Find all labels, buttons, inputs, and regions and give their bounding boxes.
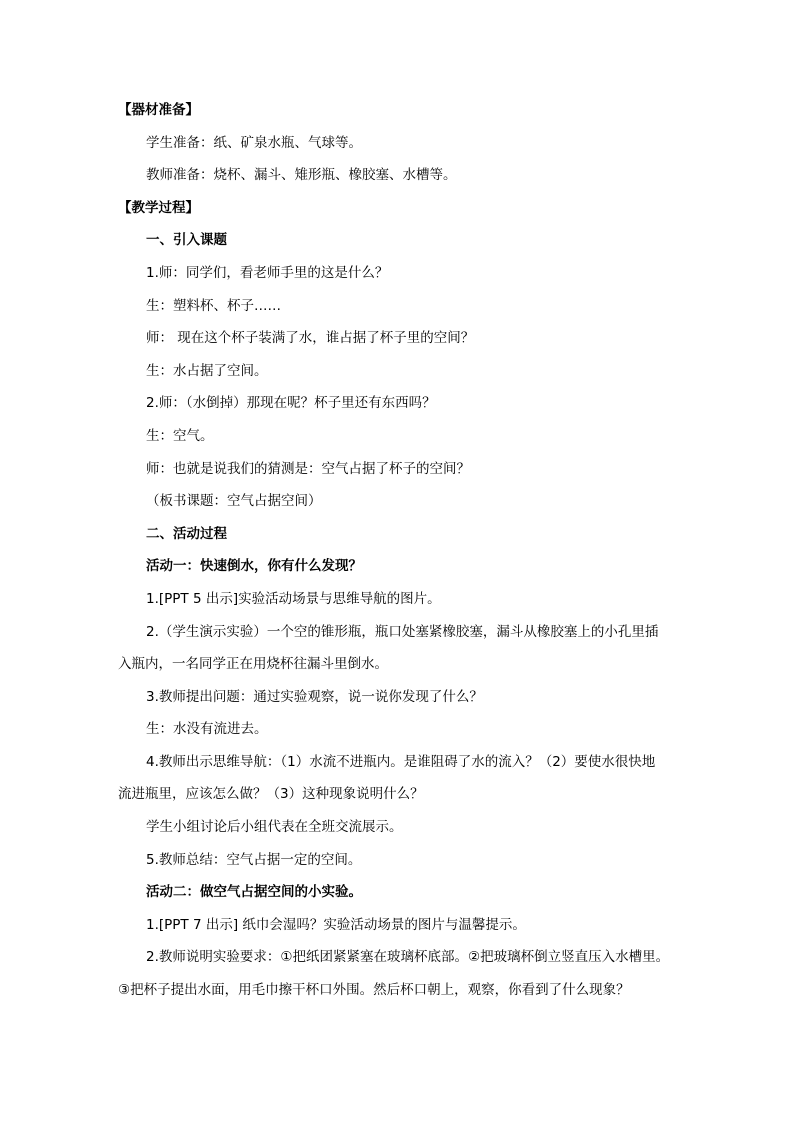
activity2-title: 活动二：做空气占据空间的小实验。 (146, 884, 362, 901)
paragraph: 师：也就是说我们的猜测是：空气占据了杯子的空间？ (146, 460, 470, 477)
paragraph: 1.师：同学们，看老师手里的这是什么？ (146, 264, 389, 281)
teacher-prep-line: 教师准备：烧杯、漏斗、雉形瓶、橡胶塞、水槽等。 (146, 167, 457, 184)
document-body (118, 101, 678, 1014)
paragraph-line: 2.教师说明实验要求：①把纸团紧紧塞在玻璃杯底部。②把玻璃杯倒立竖直压入水槽里。 (146, 949, 670, 966)
paragraph: （板书课题：空气占据空间） (146, 493, 322, 510)
paragraph: 5.教师总结：空气占据一定的空间。 (146, 851, 362, 868)
paragraph: 生：塑料杯、杯子…… (146, 297, 281, 314)
paragraph-line: ③把杯子提出水面，用毛巾擦干杯口外围。然后杯口朝上，观察，你看到了什么现象？ (118, 982, 630, 999)
paragraph-line: 流进瓶里，应该怎么做？（3）这种现象说明什么？ (118, 786, 424, 803)
paragraph: 生：空气。 (146, 427, 214, 444)
paragraph-wrapped (118, 623, 678, 688)
paragraph-line: 入瓶内，一名同学正在用烧杯往漏斗里倒水。 (118, 656, 388, 673)
paragraph: 1.[PPT 5 出示]实验活动场景与思维导航的图片。 (146, 590, 441, 607)
section-materials-heading: 【器材准备】 (118, 102, 199, 118)
paragraph: 生：水没有流进去。 (146, 721, 268, 738)
paragraph-wrapped (118, 753, 678, 818)
paragraph: 生：水占据了空间。 (146, 362, 268, 379)
paragraph-line: 2.（学生演示实验）一个空的锥形瓶，瓶口处塞紧橡胶塞，漏斗从橡胶塞上的小孔里插 (146, 623, 659, 640)
student-prep-line: 学生准备：纸、矿泉水瓶、气球等。 (146, 134, 362, 151)
section-process-heading: 【教学过程】 (118, 199, 199, 216)
paragraph: 2.师：（水倒掉）那现在呢？杯子里还有东西吗？ (146, 395, 436, 412)
part1-title: 一、引入课题 (146, 232, 227, 249)
paragraph: 学生小组讨论后小组代表在全班交流展示。 (146, 819, 403, 836)
paragraph-line: 4.教师出示思维导航：（1）水流不进瓶内。是谁阻碍了水的流入？（2）要使水很快地 (146, 753, 656, 770)
paragraph-wrapped (118, 948, 678, 1013)
activity1-title: 活动一：快速倒水，你有什么发现？ (146, 558, 362, 575)
paragraph: 1.[PPT 7 出示] 纸巾会湿吗？实验活动场景的图片与温馨提示。 (146, 916, 526, 933)
paragraph: 3.教师提出问题：通过实验观察，说一说你发现了什么？ (146, 688, 483, 705)
paragraph: 师： 现在这个杯子装满了水，谁占据了杯子里的空间？ (146, 330, 475, 347)
part2-title: 二、活动过程 (146, 525, 227, 542)
